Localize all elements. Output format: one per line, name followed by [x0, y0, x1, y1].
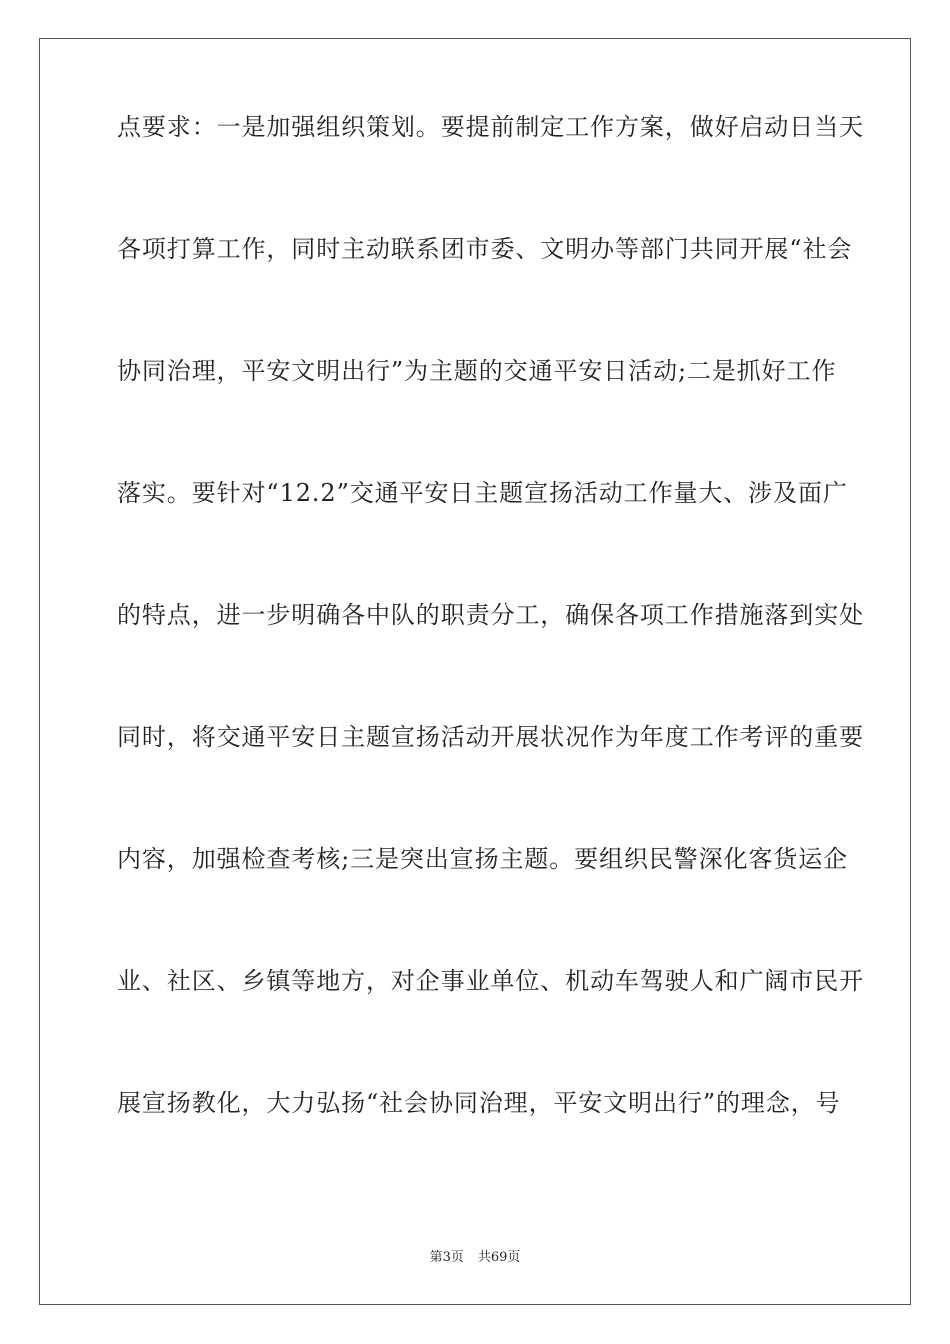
text-line-5: 的特点，进一步明确各中队的职责分工，确保各项工作措施落到实处	[117, 601, 864, 629]
text-line-6: 同时，将交通平安日主题宣扬活动开展状况作为年度工作考评的重要	[117, 723, 864, 751]
document-body	[117, 113, 864, 1225]
text-line-3: 协同治理，平安文明出行”为主题的交通平安日活动;二是抓好工作	[117, 357, 837, 385]
page-total: 共69页	[477, 1250, 521, 1265]
text-line-9: 展宣扬教化，大力弘扬“社会协同治理，平安文明出行”的理念，号	[117, 1089, 841, 1117]
page-footer	[0, 1246, 950, 1265]
page-number: 第3页	[429, 1250, 464, 1265]
text-line-4: 落实。要针对“12.2”交通平安日主题宣扬活动工作量大、涉及面广	[117, 479, 848, 507]
text-line-1: 点要求：一是加强组织策划。要提前制定工作方案，做好启动日当天	[117, 113, 864, 141]
text-line-2: 各项打算工作，同时主动联系团市委、文明办等部门共同开展“社会	[117, 235, 853, 263]
text-line-7: 内容，加强检查考核;三是突出宣扬主题。要组织民警深化客货运企	[117, 845, 849, 873]
text-line-8: 业、社区、乡镇等地方，对企事业单位、机动车驾驶人和广阔市民开	[117, 967, 864, 995]
